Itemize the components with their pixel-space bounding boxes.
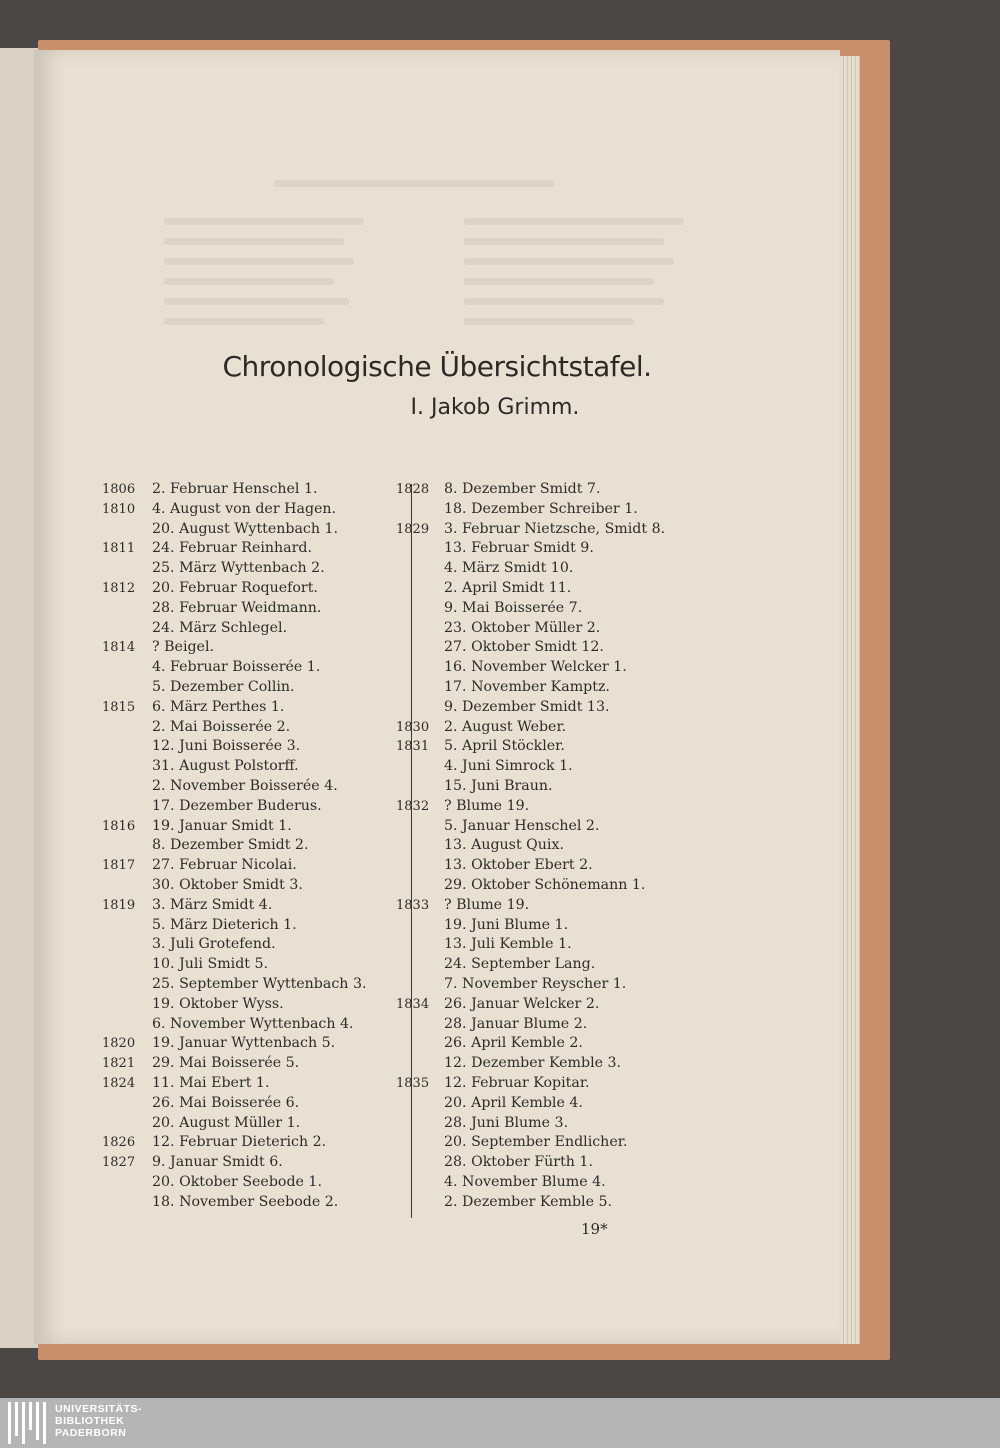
right-column: [396, 480, 696, 1212]
row-entry: 8. Dezember Smidt 7.: [444, 481, 601, 497]
chronology-row: [396, 935, 696, 955]
show-through-line: [164, 238, 344, 245]
row-entry: 12. Juni Boisserée 3.: [152, 738, 301, 755]
row-year: 1824: [102, 1075, 136, 1091]
row-year: 1831: [396, 739, 430, 755]
chronology-row: [102, 1015, 402, 1035]
row-entry: 9. Mai Boisserée 7.: [444, 599, 583, 616]
row-year: 1806: [102, 482, 136, 497]
row-entry: 28. Februar Weidmann.: [152, 599, 322, 616]
show-through-line: [164, 258, 354, 265]
show-through-line: [164, 318, 324, 325]
row-entry: 30. Oktober Smidt 3.: [152, 876, 303, 893]
chronology-row: [102, 817, 402, 837]
row-entry: 26. Januar Welcker 2.: [444, 995, 600, 1012]
chronology-row: [102, 935, 402, 955]
row-year: 1827: [102, 1155, 136, 1171]
row-year: 1821: [102, 1056, 136, 1072]
row-entry: 12. Dezember Kemble 3.: [444, 1055, 622, 1072]
row-year: 1816: [102, 818, 136, 834]
row-entry: 24. Februar Reinhard.: [152, 540, 313, 557]
row-year: 1811: [102, 541, 136, 557]
chronology-row: [102, 1094, 402, 1114]
chronology-row: [396, 520, 696, 540]
chronology-row: [396, 1193, 696, 1213]
row-entry: 9. Dezember Smidt 13.: [444, 698, 610, 715]
chronology-row: [102, 757, 402, 777]
chronology-row: [396, 480, 696, 500]
chronology-row: [102, 1153, 402, 1173]
row-entry: 28. Juni Blume 3.: [444, 1114, 569, 1131]
row-entry: 17. Dezember Buderus.: [152, 797, 322, 814]
chronology-row: [396, 658, 696, 678]
row-entry: 29. Mai Boisserée 5.: [152, 1055, 300, 1072]
chronology-row: [102, 1114, 402, 1134]
chronology-row: [102, 955, 402, 975]
row-entry: 25. März Wyttenbach 2.: [152, 560, 325, 577]
row-entry: 4. März Smidt 10.: [444, 560, 574, 577]
row-year: 1815: [102, 699, 136, 715]
chronology-row: [102, 896, 402, 916]
chronology-row: [396, 539, 696, 559]
chronology-row: [396, 1034, 696, 1054]
page-title: Chronologische Übersichtstafel.: [222, 350, 652, 383]
chronology-row: [396, 876, 696, 896]
row-year: 1812: [102, 580, 136, 596]
row-entry: 17. November Kamptz.: [444, 678, 610, 695]
chronology-row: [102, 1173, 402, 1193]
show-through-line: [164, 298, 349, 305]
show-through-line: [164, 278, 334, 285]
row-entry: 13. Juli Kemble 1.: [444, 936, 572, 953]
row-year: 1828: [396, 482, 430, 497]
row-entry: 29. Oktober Schönemann 1.: [444, 876, 646, 893]
row-year: 1810: [102, 501, 136, 517]
chronology-row: [396, 1074, 696, 1094]
chronology-row: [102, 539, 402, 559]
logo-line: PADERBORN: [55, 1427, 127, 1439]
show-through-line: [164, 218, 364, 225]
chronology-row: [396, 836, 696, 856]
row-year: 1814: [102, 640, 136, 656]
chronology-row: [102, 1054, 402, 1074]
row-entry: 28. Oktober Fürth 1.: [444, 1154, 593, 1171]
row-entry: 23. Oktober Müller 2.: [444, 619, 601, 636]
row-entry: 8. Dezember Smidt 2.: [152, 837, 309, 854]
chronology-row: [396, 975, 696, 995]
row-year: 1835: [396, 1075, 430, 1091]
row-entry: 3. Februar Nietzsche, Smidt 8.: [444, 520, 666, 537]
chronology-row: [102, 1133, 402, 1153]
row-entry: 13. August Quix.: [444, 837, 564, 854]
row-entry: 2. November Boisserée 4.: [152, 777, 338, 794]
row-year: 1829: [396, 521, 430, 537]
row-entry: ? Blume 19.: [444, 896, 530, 913]
row-entry: 2. August Weber.: [444, 718, 567, 735]
chronology-row: [396, 817, 696, 837]
chronology-row: [396, 1094, 696, 1114]
row-entry: 20. April Kemble 4.: [444, 1094, 583, 1111]
chronology-row: [396, 995, 696, 1015]
chronology-row: [396, 856, 696, 876]
row-entry: 4. August von der Hagen.: [152, 500, 337, 517]
row-entry: 11. Mai Ebert 1.: [152, 1074, 270, 1091]
book-page: [34, 50, 840, 1344]
chronology-row: [102, 876, 402, 896]
row-entry: 4. Juni Simrock 1.: [444, 758, 573, 775]
chronology-row: [396, 698, 696, 718]
row-entry: 2. Mai Boisserée 2.: [152, 718, 291, 735]
row-entry: 20. August Wyttenbach 1.: [152, 520, 339, 537]
row-entry: 20. Februar Roquefort.: [152, 579, 318, 596]
row-entry: 26. April Kemble 2.: [444, 1035, 583, 1052]
row-entry: 5. Januar Henschel 2.: [444, 817, 600, 834]
row-entry: 2. Februar Henschel 1.: [152, 481, 318, 497]
row-entry: 15. Juni Braun.: [444, 777, 553, 794]
chronology-row: [396, 916, 696, 936]
chronology-row: [102, 500, 402, 520]
row-year: 1826: [102, 1135, 136, 1151]
row-entry: 18. November Seebode 2.: [152, 1193, 339, 1210]
chronology-row: [102, 995, 402, 1015]
chronology-row: [102, 1193, 402, 1213]
chronology-row: [396, 559, 696, 579]
chronology-row: [396, 1153, 696, 1173]
chronology-row: [102, 856, 402, 876]
row-entry: 24. März Schlegel.: [152, 619, 288, 636]
chronology-row: [396, 1173, 696, 1193]
chronology-row: [102, 777, 402, 797]
chronology-row: [102, 658, 402, 678]
row-entry: 4. November Blume 4.: [444, 1173, 606, 1190]
row-entry: 12. Februar Dieterich 2.: [152, 1134, 327, 1151]
chronology-row: [396, 638, 696, 658]
row-entry: 2. Dezember Kemble 5.: [444, 1193, 613, 1210]
row-year: 1830: [396, 719, 430, 735]
chronology-row: [396, 1054, 696, 1074]
row-entry: 7. November Reyscher 1.: [444, 975, 627, 992]
show-through-line: [464, 278, 654, 285]
row-entry: 31. August Polstorff.: [152, 758, 299, 775]
row-year: 1832: [396, 798, 430, 814]
row-entry: 27. Oktober Smidt 12.: [444, 639, 604, 656]
row-entry: 27. Februar Nicolai.: [152, 857, 297, 874]
row-year: 1834: [396, 996, 430, 1012]
chronology-row: [396, 718, 696, 738]
row-entry: 3. März Smidt 4.: [152, 896, 273, 913]
chronology-row: [102, 718, 402, 738]
row-entry: 20. Oktober Seebode 1.: [152, 1173, 322, 1190]
row-entry: 20. September Endlicher.: [444, 1134, 628, 1151]
left-column: [102, 480, 402, 1212]
row-year: 1819: [102, 897, 136, 913]
show-through-line: [464, 238, 664, 245]
row-entry: 19. Januar Smidt 1.: [152, 817, 292, 834]
chronology-row: [102, 638, 402, 658]
chronology-row: [396, 737, 696, 757]
section-heading: I. Jakob Grimm.: [410, 395, 580, 420]
chronology-row: [396, 1133, 696, 1153]
row-entry: 9. Januar Smidt 6.: [152, 1154, 283, 1171]
chronology-row: [102, 836, 402, 856]
show-through-line: [274, 180, 554, 187]
row-year: 1817: [102, 858, 136, 874]
show-through-line: [464, 258, 674, 265]
chronology-row: [102, 916, 402, 936]
row-entry: 20. August Müller 1.: [152, 1114, 301, 1131]
row-entry: 5. Dezember Collin.: [152, 678, 295, 695]
chronology-row: [396, 955, 696, 975]
row-entry: 24. September Lang.: [444, 956, 596, 973]
row-entry: 19. Januar Wyttenbach 5.: [152, 1035, 336, 1052]
row-entry: 28. Januar Blume 2.: [444, 1015, 588, 1032]
chronology-row: [396, 1114, 696, 1134]
show-through-line: [464, 298, 664, 305]
show-through-line: [464, 318, 634, 325]
row-entry: 13. Februar Smidt 9.: [444, 540, 594, 557]
row-year: 1820: [102, 1036, 136, 1052]
row-year: 1833: [396, 897, 430, 913]
chronology-row: [396, 757, 696, 777]
chronology-row: [102, 579, 402, 599]
row-entry: 2. April Smidt 11.: [444, 579, 572, 596]
row-entry: ? Beigel.: [152, 639, 215, 656]
row-entry: 12. Februar Kopitar.: [444, 1074, 590, 1091]
library-logo-text: [55, 1403, 142, 1439]
chronology-row: [396, 896, 696, 916]
chronology-row: [102, 1074, 402, 1094]
chronology-row: [102, 698, 402, 718]
chronology-row: [396, 619, 696, 639]
show-through-line: [464, 218, 684, 225]
row-entry: 6. November Wyttenbach 4.: [152, 1015, 354, 1032]
row-entry: ? Blume 19.: [444, 797, 530, 814]
library-logo-icon: [8, 1402, 48, 1444]
chronology-row: [396, 678, 696, 698]
chronology-row: [102, 599, 402, 619]
row-entry: 19. Juni Blume 1.: [444, 916, 569, 933]
footer-bar: [0, 1398, 1000, 1448]
row-entry: 16. November Welcker 1.: [444, 659, 627, 676]
chronology-row: [396, 599, 696, 619]
chronology-row: [102, 619, 402, 639]
chronology-row: [102, 975, 402, 995]
row-entry: 25. September Wyttenbach 3.: [152, 975, 367, 992]
row-entry: 5. März Dieterich 1.: [152, 916, 297, 933]
row-entry: 6. März Perthes 1.: [152, 698, 285, 715]
chronology-row: [396, 579, 696, 599]
row-entry: 3. Juli Grotefend.: [152, 936, 276, 953]
row-entry: 13. Oktober Ebert 2.: [444, 857, 593, 874]
chronology-row: [102, 678, 402, 698]
logo-line: BIBLIOTHEK: [55, 1415, 125, 1427]
chronology-row: [396, 500, 696, 520]
chronology-row: [102, 480, 402, 500]
row-entry: 10. Juli Smidt 5.: [152, 956, 269, 973]
logo-line: UNIVERSITÄTS-: [55, 1403, 143, 1415]
chronology-row: [102, 1034, 402, 1054]
chronology-row: [102, 559, 402, 579]
page-number: 19*: [581, 1220, 608, 1238]
row-entry: 19. Oktober Wyss.: [152, 995, 284, 1012]
row-entry: 5. April Stöckler.: [444, 738, 565, 755]
row-entry: 18. Dezember Schreiber 1.: [444, 500, 638, 517]
chronology-row: [396, 1015, 696, 1035]
chronology-row: [396, 797, 696, 817]
row-entry: 4. Februar Boisserée 1.: [152, 659, 321, 676]
row-entry: 26. Mai Boisserée 6.: [152, 1094, 300, 1111]
chronology-row: [396, 777, 696, 797]
chronology-row: [102, 520, 402, 540]
chronology-row: [102, 737, 402, 757]
chronology-row: [102, 797, 402, 817]
